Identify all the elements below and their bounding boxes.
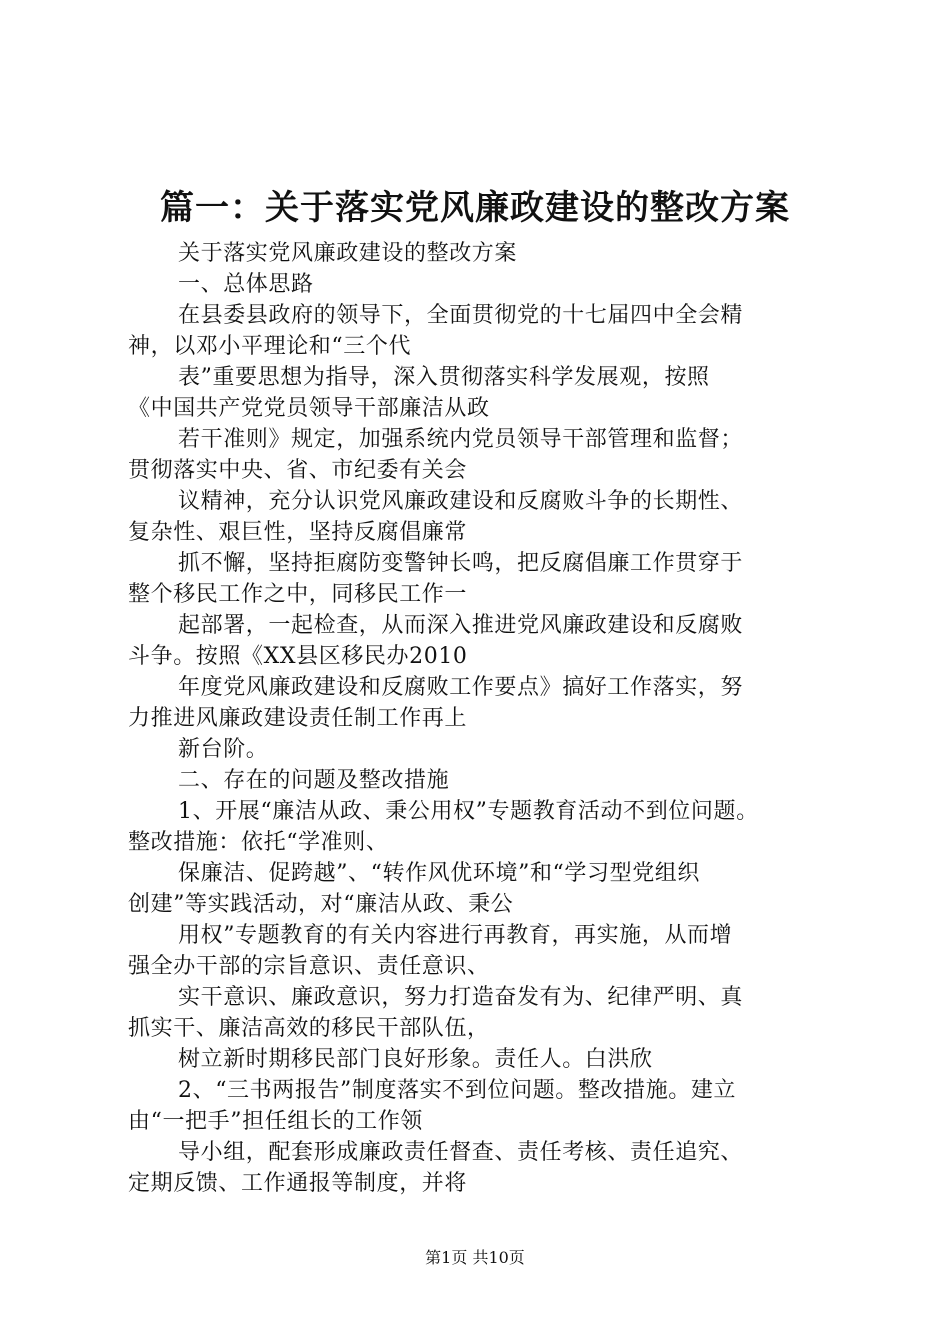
body-line: 新台阶。 bbox=[178, 737, 269, 762]
body-line: 导小组，配套形成廉政责任督查、责任考核、责任追究、 bbox=[178, 1140, 744, 1165]
body-line: 保廉洁、促跨越”、“转作风优环境”和“学习型党组织 bbox=[178, 861, 700, 886]
body-line: 起部署，一起检查，从而深入推进党风廉政建设和反腐败 bbox=[178, 613, 744, 638]
body-line: 定期反馈、工作通报等制度，并将 bbox=[128, 1171, 468, 1196]
body-line: 实干意识、廉政意识，努力打造奋发有为、纪律严明、真 bbox=[178, 985, 744, 1010]
body-line: 表”重要思想为指导，深入贯彻落实科学发展观，按照 bbox=[178, 365, 710, 390]
body-line: 若干准则》规定，加强系统内党员领导干部管理和监督； bbox=[178, 427, 744, 452]
page-footer: 第1页 共10页 bbox=[425, 1248, 525, 1267]
body-line: 在县委县政府的领导下，全面贯彻党的十七届四中全会精 bbox=[178, 303, 744, 328]
document-title: 篇一：关于落实党风廉政建设的整改方案 bbox=[160, 188, 790, 228]
body-line: 二、存在的问题及整改措施 bbox=[178, 768, 450, 793]
body-line: 年度党风廉政建设和反腐败工作要点》搞好工作落实，努 bbox=[178, 675, 744, 700]
body-line: 用权”专题教育的有关内容进行再教育，再实施，从而增 bbox=[178, 923, 733, 948]
body-line: 2、“三书两报告”制度落实不到位问题。整改措施。建立 bbox=[178, 1078, 737, 1103]
body-line: 关于落实党风廉政建设的整改方案 bbox=[178, 241, 518, 266]
body-line: 复杂性、艰巨性，坚持反腐倡廉常 bbox=[128, 520, 468, 545]
body-line: 一、总体思路 bbox=[178, 272, 314, 297]
body-line: 由“一把手”担任组长的工作领 bbox=[128, 1109, 423, 1134]
body-line: 1、开展“廉洁从政、秉公用权”专题教育活动不到位问题。 bbox=[178, 799, 759, 824]
body-line: 神，以邓小平理论和“三个代 bbox=[128, 334, 412, 359]
body-line: 力推进风廉政建设责任制工作再上 bbox=[128, 706, 468, 731]
body-line: 斗争。按照《XX县区移民办2010 bbox=[128, 644, 468, 669]
document-body bbox=[128, 238, 848, 1199]
body-line: 议精神，充分认识党风廉政建设和反腐败斗争的长期性、 bbox=[178, 489, 744, 514]
body-line: 整个移民工作之中，同移民工作一 bbox=[128, 582, 468, 607]
body-line: 强全办干部的宗旨意识、责任意识、 bbox=[128, 954, 490, 979]
body-line: 抓不懈，坚持拒腐防变警钟长鸣，把反腐倡廉工作贯穿于 bbox=[178, 551, 744, 576]
body-line: 贯彻落实中央、省、市纪委有关会 bbox=[128, 458, 468, 483]
body-line: 整改措施：依托“学准则、 bbox=[128, 830, 389, 855]
body-line: 创建”等实践活动，对“廉洁从政、秉公 bbox=[128, 892, 514, 917]
body-line: 树立新时期移民部门良好形象。责任人。白洪欣 bbox=[178, 1047, 653, 1072]
body-line: 《中国共产党党员领导干部廉洁从政 bbox=[128, 396, 490, 421]
body-line: 抓实干、廉洁高效的移民干部队伍， bbox=[128, 1016, 490, 1041]
